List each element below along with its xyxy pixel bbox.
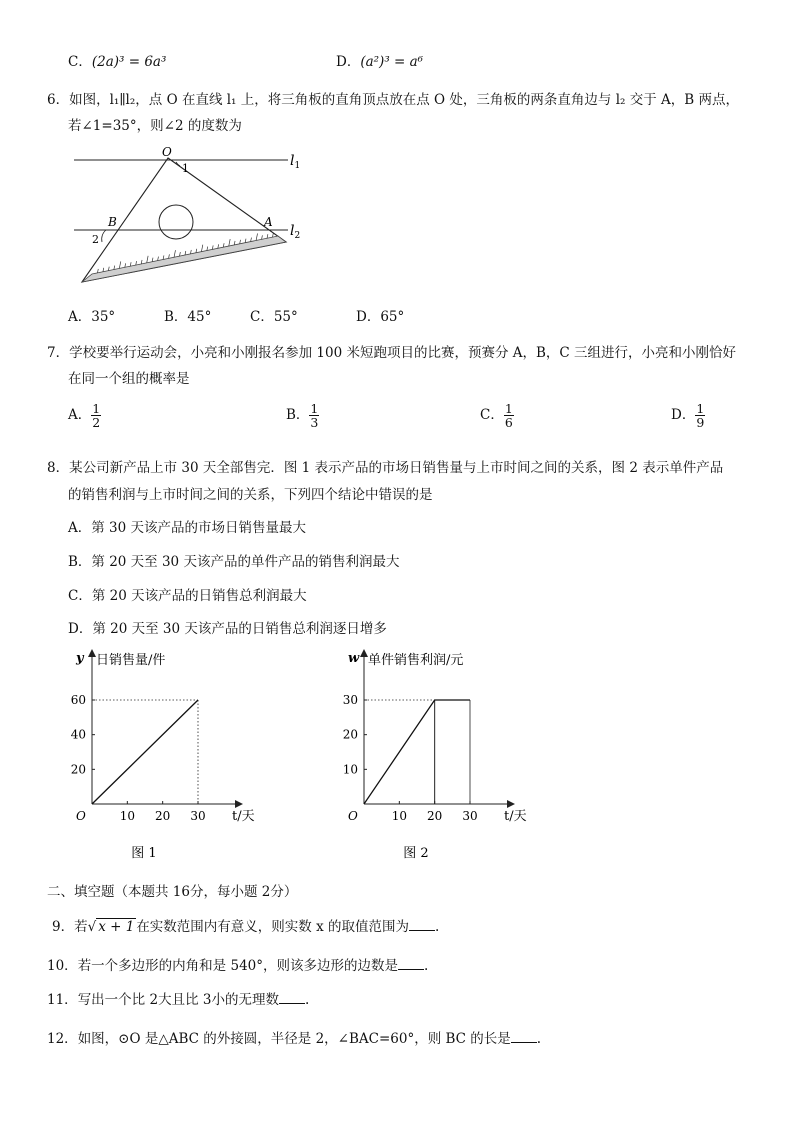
y-tick-label: 10 bbox=[342, 762, 358, 777]
q12-number: 12． bbox=[47, 1031, 78, 1047]
q8-option-b: B．第 20 天至 30 天该产品的单件产品的销售利润最大 bbox=[68, 554, 400, 570]
ruler-tick bbox=[158, 257, 159, 261]
q11-text: 写出一个比 2大且比 3小的无理数 bbox=[77, 992, 279, 1008]
set-square-ruler-band bbox=[82, 236, 286, 282]
q5-option-d bbox=[336, 50, 423, 70]
q9-pre: 若 bbox=[74, 919, 88, 935]
q5-option-c-text: (2a)³ = 6a³ bbox=[91, 54, 167, 70]
ruler-tick bbox=[130, 262, 131, 266]
q7-option-d-fraction: $\frac{1}{9}$ bbox=[696, 401, 705, 430]
angle-1-label: 1 bbox=[182, 162, 189, 175]
q7-option-b-fraction: $\frac{1}{3}$ bbox=[310, 401, 319, 430]
series-line bbox=[92, 700, 198, 804]
q9-end: . bbox=[435, 919, 440, 935]
origin-label: O bbox=[76, 809, 86, 823]
q7-option-d bbox=[671, 402, 705, 429]
q8-stem-line1 bbox=[47, 456, 723, 476]
x-tick-label: 20 bbox=[155, 809, 171, 823]
chart-1 bbox=[58, 644, 258, 870]
origin-label: O bbox=[348, 809, 358, 823]
q8-option-c: C．第 20 天该产品的日销售总利润最大 bbox=[68, 588, 307, 604]
q9-post: 在实数范围内有意义，则实数 x 的取值范围为 bbox=[136, 919, 410, 935]
y-tick-label: 40 bbox=[70, 727, 86, 742]
ruler-tick bbox=[152, 258, 153, 262]
q6-option-a: A．35° bbox=[68, 309, 116, 325]
q7-number: 7． bbox=[47, 345, 70, 361]
x-axis-label: t/天 bbox=[232, 809, 255, 824]
q6-figure bbox=[66, 146, 316, 288]
q7-option-b bbox=[286, 402, 319, 429]
q8-option-d: D．第 20 天至 30 天该产品的日销售总利润逐日增多 bbox=[68, 621, 387, 637]
x-axis-label: t/天 bbox=[504, 809, 527, 824]
q8-stem-line2: 的销售利润与上市时间之间的关系，下列四个结论中错误的是 bbox=[68, 487, 433, 503]
q5-option-d-letter: D． bbox=[336, 54, 361, 70]
ruler-tick bbox=[103, 268, 104, 272]
x-tick-label: 10 bbox=[391, 809, 407, 823]
q11-number: 11． bbox=[47, 992, 78, 1008]
q6-number: 6． bbox=[47, 92, 70, 108]
q10-answer-blank[interactable] bbox=[398, 957, 424, 970]
ruler-tick bbox=[108, 267, 109, 271]
q7-option-c bbox=[480, 402, 514, 429]
ruler-tick bbox=[119, 261, 120, 268]
q12 bbox=[47, 1027, 541, 1047]
q12-end: . bbox=[536, 1031, 542, 1047]
ruler-tick bbox=[185, 251, 186, 255]
q5-option-c bbox=[68, 50, 166, 70]
ruler-tick bbox=[196, 249, 197, 253]
q8-text-line1: 某公司新产品上市 30 天全部售完．图 1 表示产品的市场日销售量与上市时间之间的关系，图 2 表示单件产品 bbox=[69, 460, 724, 476]
section-2-heading: 二、填空题（本题共 16分，每小题 2分） bbox=[47, 884, 298, 900]
q6-stem-line2: 若∠1=35°，则∠2 的度数为 bbox=[68, 118, 242, 134]
ruler-tick bbox=[212, 245, 213, 249]
x-tick-label: 30 bbox=[462, 809, 478, 823]
ruler-tick bbox=[114, 266, 115, 270]
y-tick-label: 60 bbox=[70, 693, 86, 707]
q6-option-b: B．45° bbox=[164, 309, 212, 325]
q7-option-d-letter: D． bbox=[671, 407, 696, 423]
q11-end: . bbox=[304, 992, 310, 1008]
q9 bbox=[52, 915, 439, 935]
angle-2-label: 2 bbox=[92, 233, 99, 246]
ruler-tick bbox=[169, 254, 170, 258]
q6-text-line1: 如图，l₁∥l₂，点 O 在直线 l₁ 上，将三角板的直角顶点放在点 O 处，三角板的两条直角边与 l₂ 交于 A，B 两点， bbox=[69, 92, 739, 108]
q9-answer-blank[interactable] bbox=[409, 918, 435, 931]
q6-option-c: C．55° bbox=[250, 309, 298, 325]
y-variable-label: w bbox=[348, 651, 360, 666]
ruler-tick bbox=[174, 250, 175, 257]
y-tick-label: 30 bbox=[342, 693, 358, 707]
point-o-label: O bbox=[162, 146, 172, 159]
ruler-tick bbox=[262, 235, 263, 239]
ruler-tick bbox=[245, 239, 246, 243]
ruler-tick bbox=[267, 234, 268, 238]
q7-option-c-letter: C． bbox=[480, 407, 504, 423]
q7-stem-line1 bbox=[47, 341, 736, 361]
q7-option-c-fraction: $\frac{1}{6}$ bbox=[504, 401, 513, 430]
ruler-tick bbox=[141, 260, 142, 264]
x-tick-label: 10 bbox=[119, 809, 135, 823]
ruler-tick bbox=[190, 250, 191, 254]
q7-stem-line2: 在同一个组的概率是 bbox=[68, 371, 190, 387]
ruler-tick bbox=[136, 261, 137, 265]
q8-number: 8． bbox=[47, 460, 70, 476]
ruler-tick bbox=[256, 233, 257, 240]
q11 bbox=[47, 988, 309, 1008]
set-square-hole bbox=[159, 205, 193, 239]
ruler-tick bbox=[251, 238, 252, 242]
ruler-tick bbox=[97, 269, 98, 273]
q10 bbox=[47, 954, 428, 974]
ruler-tick bbox=[180, 252, 181, 256]
q8-option-a: A．第 30 天该产品的市场日销售量最大 bbox=[68, 520, 307, 536]
q7-text-line1: 学校要举行运动会，小亮和小刚报名参加 100 米短跑项目的比赛，预赛分 A，B，C 三组进行，小亮和小刚恰好 bbox=[69, 345, 737, 361]
q9-radicand: x + 1 bbox=[98, 919, 135, 935]
ruler-tick bbox=[229, 239, 230, 246]
ruler-tick bbox=[223, 243, 224, 247]
y-axis-label: 日销售量/件 bbox=[96, 653, 166, 668]
q12-text: 如图，⊙O 是△ABC 的外接圆，半径是 2，∠BAC=60°，则 BC 的长是 bbox=[77, 1031, 511, 1047]
ruler-tick bbox=[147, 256, 148, 263]
y-axis-label: 单件销售利润/元 bbox=[368, 653, 464, 668]
q7-option-a-letter: A． bbox=[68, 407, 92, 423]
y-tick-label: 20 bbox=[342, 727, 358, 742]
chart-caption: 图 2 bbox=[403, 846, 429, 861]
q6-stem-line1 bbox=[47, 88, 739, 108]
q7-option-b-letter: B． bbox=[286, 407, 310, 423]
q5-option-d-text: (a²)³ = a⁶ bbox=[360, 54, 424, 70]
ruler-tick bbox=[125, 263, 126, 267]
q11-answer-blank[interactable] bbox=[279, 991, 305, 1004]
q10-text: 若一个多边形的内角和是 540°，则该多边形的边数是 bbox=[77, 958, 398, 974]
sqrt-symbol: √ bbox=[87, 919, 97, 935]
ruler-tick bbox=[240, 240, 241, 244]
q7-option-a-fraction: $\frac{1}{2}$ bbox=[92, 401, 101, 430]
line-l2-label: $l_2$ bbox=[290, 223, 301, 241]
x-tick-label: 30 bbox=[190, 809, 206, 823]
ruler-tick bbox=[163, 255, 164, 259]
chart-2 bbox=[330, 644, 530, 870]
ruler-tick bbox=[273, 233, 274, 237]
line-l1-label: $l_1$ bbox=[290, 153, 301, 171]
point-b-label: B bbox=[108, 215, 117, 229]
chart-caption: 图 1 bbox=[131, 846, 157, 861]
q10-number: 10． bbox=[47, 958, 78, 974]
q7-option-a bbox=[68, 402, 101, 429]
ruler-tick bbox=[207, 247, 208, 251]
ruler-ticks bbox=[97, 233, 273, 273]
y-tick-label: 20 bbox=[70, 762, 86, 777]
q9-number: 9． bbox=[52, 919, 75, 935]
x-tick-label: 20 bbox=[427, 809, 443, 823]
series-line bbox=[364, 700, 470, 804]
angle-2-arc bbox=[102, 230, 106, 242]
q5-option-c-letter: C． bbox=[68, 54, 92, 70]
ruler-tick bbox=[201, 245, 202, 252]
ruler-tick bbox=[218, 244, 219, 248]
point-a-label: A bbox=[264, 215, 273, 229]
ruler-tick bbox=[234, 241, 235, 245]
y-variable-label: y bbox=[76, 651, 84, 666]
q12-answer-blank[interactable] bbox=[511, 1030, 537, 1043]
q10-end: . bbox=[424, 958, 429, 974]
q6-option-d: D．65° bbox=[356, 309, 405, 325]
